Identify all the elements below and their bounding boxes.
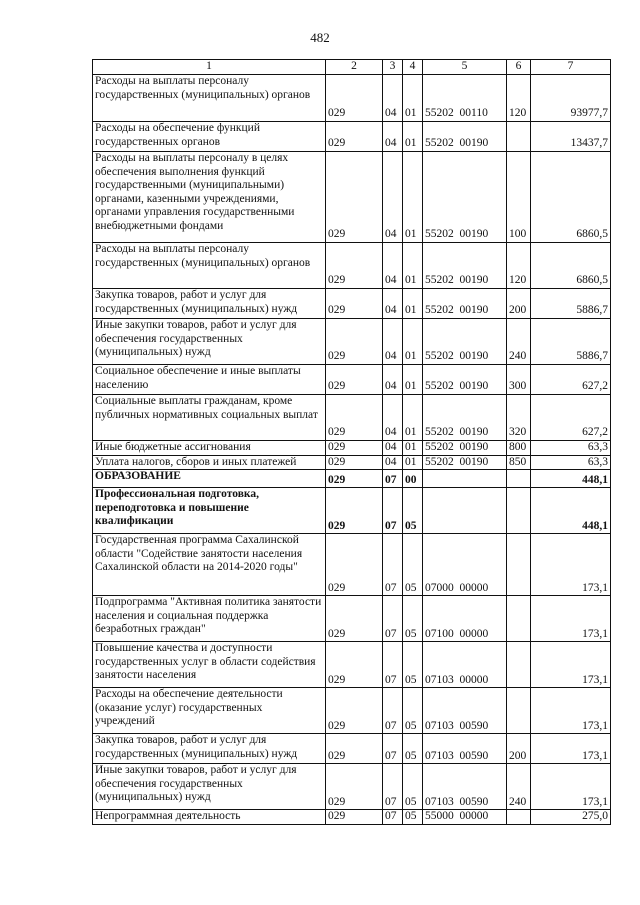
cell-expense-type: [507, 488, 531, 534]
cell-subsection: 01: [403, 441, 423, 456]
cell-target-article: 55202 00190: [423, 365, 507, 395]
table-row: [93, 441, 611, 456]
table-row: [93, 289, 611, 319]
cell-section: 07: [383, 596, 403, 642]
cell-department-code: 029: [326, 455, 383, 470]
cell-target-article: 55202 00190: [423, 152, 507, 243]
cell-section: 04: [383, 395, 403, 441]
cell-department-code: 029: [326, 365, 383, 395]
table-row: [93, 319, 611, 365]
cell-amount: 6860,5: [531, 152, 611, 243]
cell-amount: 63,3: [531, 441, 611, 456]
cell-department-code: 029: [326, 470, 383, 488]
cell-department-code: 029: [326, 122, 383, 152]
cell-amount: 448,1: [531, 470, 611, 488]
table-row: [93, 395, 611, 441]
cell-description: Подпрограмма "Активная политика занятости населения и социальная поддержка безработных граждан": [93, 596, 326, 642]
cell-subsection: 01: [403, 455, 423, 470]
cell-section: 07: [383, 764, 403, 810]
cell-amount: 173,1: [531, 734, 611, 764]
cell-subsection: 05: [403, 810, 423, 825]
table-row: [93, 75, 611, 122]
cell-department-code: 029: [326, 243, 383, 289]
cell-target-article: 07103 00590: [423, 764, 507, 810]
cell-expense-type: 120: [507, 243, 531, 289]
cell-section: 07: [383, 470, 403, 488]
cell-description: Уплата налогов, сборов и иных платежей: [93, 455, 326, 470]
cell-department-code: 029: [326, 289, 383, 319]
cell-expense-type: 320: [507, 395, 531, 441]
table-row: [93, 534, 611, 596]
cell-target-article: 07103 00590: [423, 688, 507, 734]
cell-target-article: 07100 00000: [423, 596, 507, 642]
cell-amount: 5886,7: [531, 289, 611, 319]
table-row: [93, 488, 611, 534]
cell-department-code: 029: [326, 75, 383, 122]
cell-subsection: 05: [403, 642, 423, 688]
cell-target-article: 55202 00190: [423, 289, 507, 319]
header-row: [93, 60, 611, 75]
table-row: [93, 470, 611, 488]
cell-department-code: 029: [326, 810, 383, 825]
cell-section: 04: [383, 243, 403, 289]
cell-description: Закупка товаров, работ и услуг для государственных (муниципальных) нужд: [93, 734, 326, 764]
cell-section: 04: [383, 365, 403, 395]
cell-amount: 448,1: [531, 488, 611, 534]
cell-department-code: 029: [326, 642, 383, 688]
cell-expense-type: [507, 596, 531, 642]
cell-description: Непрограммная деятельность: [93, 810, 326, 825]
budget-table: [92, 59, 611, 825]
cell-target-article: [423, 470, 507, 488]
cell-target-article: 07103 00000: [423, 642, 507, 688]
cell-target-article: [423, 488, 507, 534]
cell-expense-type: 200: [507, 734, 531, 764]
cell-section: 07: [383, 734, 403, 764]
cell-expense-type: 850: [507, 455, 531, 470]
cell-description: Социальные выплаты гражданам, кроме публичных нормативных социальных выплат: [93, 395, 326, 441]
cell-department-code: 029: [326, 734, 383, 764]
cell-department-code: 029: [326, 596, 383, 642]
cell-department-code: 029: [326, 534, 383, 596]
cell-expense-type: 100: [507, 152, 531, 243]
cell-amount: 627,2: [531, 365, 611, 395]
cell-description: Профессиональная подготовка, переподготовка и повышение квалификации: [93, 488, 326, 534]
cell-amount: 173,1: [531, 688, 611, 734]
table-row: [93, 734, 611, 764]
cell-subsection: 01: [403, 319, 423, 365]
cell-section: 04: [383, 289, 403, 319]
cell-section: 04: [383, 319, 403, 365]
cell-description: Социальное обеспечение и иные выплаты населению: [93, 365, 326, 395]
cell-target-article: 55202 00190: [423, 243, 507, 289]
cell-description: Расходы на выплаты персоналу государственных (муниципальных) органов: [93, 243, 326, 289]
header-col-5: 5: [423, 60, 507, 75]
cell-amount: 5886,7: [531, 319, 611, 365]
cell-description: Государственная программа Сахалинской области "Содействие занятости населения Сахалинской области на 2014-2020 годы": [93, 534, 326, 596]
cell-amount: 93977,7: [531, 75, 611, 122]
header-col-2: 2: [326, 60, 383, 75]
cell-target-article: 55202 00190: [423, 455, 507, 470]
page-number: 482: [310, 30, 330, 45]
cell-target-article: 55202 00190: [423, 441, 507, 456]
cell-amount: 6860,5: [531, 243, 611, 289]
cell-subsection: 05: [403, 688, 423, 734]
cell-amount: 173,1: [531, 534, 611, 596]
cell-subsection: 05: [403, 488, 423, 534]
header-col-3: 3: [383, 60, 403, 75]
cell-expense-type: 800: [507, 441, 531, 456]
cell-expense-type: [507, 810, 531, 825]
cell-department-code: 029: [326, 152, 383, 243]
cell-description: Иные закупки товаров, работ и услуг для обеспечения государственных (муниципальных) нужд: [93, 319, 326, 365]
cell-section: 07: [383, 488, 403, 534]
cell-expense-type: [507, 534, 531, 596]
cell-section: 07: [383, 642, 403, 688]
cell-description: Расходы на обеспечение деятельности (оказание услуг) государственных учреждений: [93, 688, 326, 734]
header-col-6: 6: [507, 60, 531, 75]
cell-description: Повышение качества и доступности государственных услуг в области содействия занятости населения: [93, 642, 326, 688]
table-row: [93, 596, 611, 642]
cell-amount: 173,1: [531, 764, 611, 810]
cell-description: ОБРАЗОВАНИЕ: [93, 470, 326, 488]
cell-description: Расходы на выплаты персоналу государственных (муниципальных) органов: [93, 75, 326, 122]
table-row: [93, 122, 611, 152]
cell-department-code: 029: [326, 488, 383, 534]
cell-amount: 173,1: [531, 596, 611, 642]
cell-amount: 63,3: [531, 455, 611, 470]
cell-section: 04: [383, 152, 403, 243]
cell-subsection: 01: [403, 289, 423, 319]
cell-amount: 173,1: [531, 642, 611, 688]
cell-subsection: 05: [403, 764, 423, 810]
cell-subsection: 05: [403, 596, 423, 642]
cell-description: Расходы на выплаты персоналу в целях обеспечения выполнения функций государственными (муниципальными) органами, казенными учреждениями, органами управления государственными внебюджетными фондами: [93, 152, 326, 243]
table-row: [93, 764, 611, 810]
cell-subsection: 01: [403, 365, 423, 395]
cell-section: 07: [383, 810, 403, 825]
cell-subsection: 01: [403, 395, 423, 441]
header-col-4: 4: [403, 60, 423, 75]
header-col-7: 7: [531, 60, 611, 75]
table-row: [93, 688, 611, 734]
cell-expense-type: [507, 122, 531, 152]
cell-subsection: 01: [403, 75, 423, 122]
cell-description: Расходы на обеспечение функций государственных органов: [93, 122, 326, 152]
cell-expense-type: [507, 470, 531, 488]
cell-expense-type: 240: [507, 764, 531, 810]
cell-section: 04: [383, 122, 403, 152]
cell-department-code: 029: [326, 319, 383, 365]
cell-department-code: 029: [326, 441, 383, 456]
cell-section: 04: [383, 75, 403, 122]
cell-target-article: 07103 00590: [423, 734, 507, 764]
cell-target-article: 55202 00190: [423, 319, 507, 365]
cell-expense-type: [507, 688, 531, 734]
cell-expense-type: 200: [507, 289, 531, 319]
cell-section: 04: [383, 455, 403, 470]
table-body: [93, 75, 611, 825]
cell-section: 07: [383, 534, 403, 596]
cell-amount: 13437,7: [531, 122, 611, 152]
cell-target-article: 07000 00000: [423, 534, 507, 596]
cell-subsection: 00: [403, 470, 423, 488]
cell-amount: 275,0: [531, 810, 611, 825]
cell-description: Иные бюджетные ассигнования: [93, 441, 326, 456]
cell-description: Закупка товаров, работ и услуг для государственных (муниципальных) нужд: [93, 289, 326, 319]
cell-expense-type: 120: [507, 75, 531, 122]
header-col-1: 1: [93, 60, 326, 75]
cell-description: Иные закупки товаров, работ и услуг для обеспечения государственных (муниципальных) нужд: [93, 764, 326, 810]
cell-target-article: 55202 00190: [423, 395, 507, 441]
cell-expense-type: 300: [507, 365, 531, 395]
cell-expense-type: 240: [507, 319, 531, 365]
table-row: [93, 455, 611, 470]
table-row: [93, 243, 611, 289]
cell-target-article: 55202 00110: [423, 75, 507, 122]
table-row: [93, 642, 611, 688]
cell-expense-type: [507, 642, 531, 688]
cell-subsection: 01: [403, 243, 423, 289]
cell-subsection: 05: [403, 734, 423, 764]
table-row: [93, 365, 611, 395]
cell-department-code: 029: [326, 688, 383, 734]
cell-target-article: 55000 00000: [423, 810, 507, 825]
cell-department-code: 029: [326, 395, 383, 441]
table-row: [93, 152, 611, 243]
cell-subsection: 05: [403, 534, 423, 596]
cell-department-code: 029: [326, 764, 383, 810]
cell-subsection: 01: [403, 152, 423, 243]
cell-section: 04: [383, 441, 403, 456]
cell-amount: 627,2: [531, 395, 611, 441]
table-row: [93, 810, 611, 825]
cell-subsection: 01: [403, 122, 423, 152]
cell-target-article: 55202 00190: [423, 122, 507, 152]
cell-section: 07: [383, 688, 403, 734]
